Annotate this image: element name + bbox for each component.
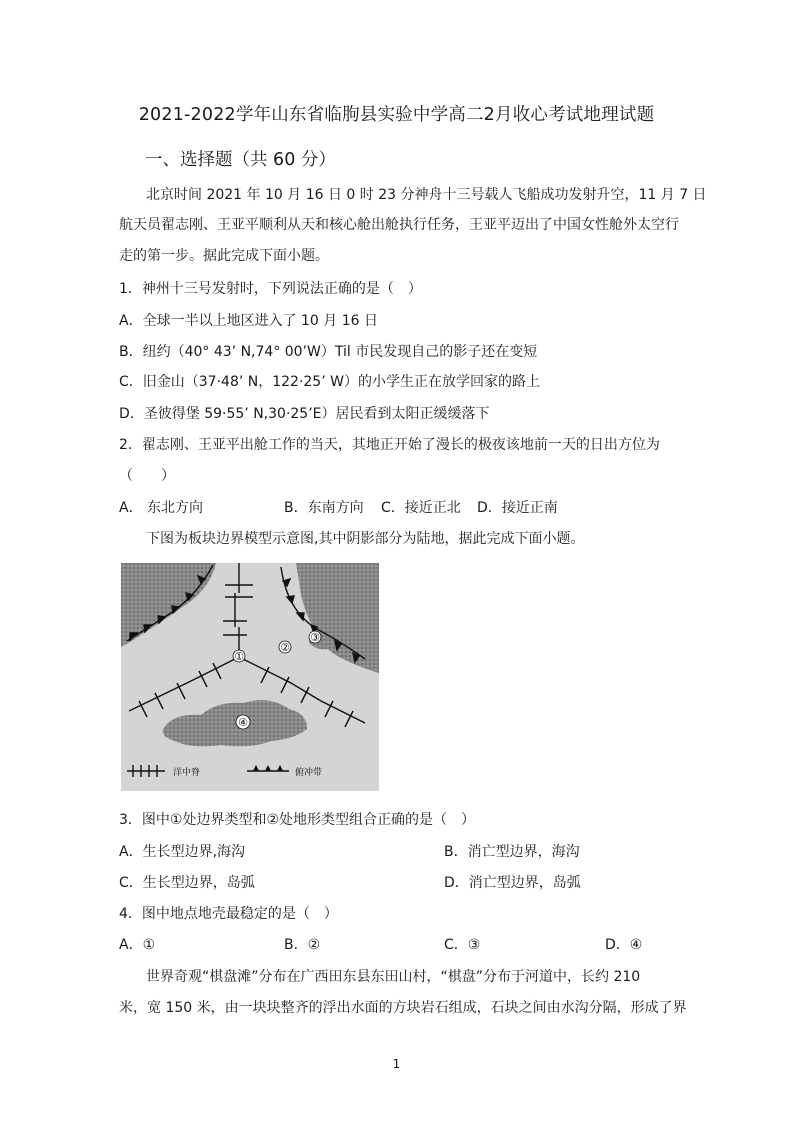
- question-1-option-c: C．旧金山（37·48’ N，122·25’ W）的小学生正在放学回家的路上: [119, 374, 540, 390]
- question-1-option-d: D．圣彼得堡 59·55’ N,30·25’E）居民看到太阳正缓缓落下: [119, 406, 490, 422]
- question-2-option-a: A． 东北方向: [119, 500, 204, 516]
- question-2-option-c: C．接近正北: [381, 500, 461, 516]
- intro-paragraph-1-line-1: 北京时间 2021 年 10 月 16 日 0 时 23 分神舟十三号载人飞船成功发射升空，11 月 7 日: [146, 187, 707, 203]
- question-3-option-b: B．消亡型边界，海沟: [444, 844, 580, 860]
- question-1-option-b: B．纽约（40° 43’ N,74° 00’W）Til 市民发现自己的影子还在变短: [119, 344, 538, 360]
- question-3-stem: 3．图中①处边界类型和②处地形类型组合正确的是（ ）: [119, 812, 476, 828]
- marker-3-label: ③: [310, 631, 320, 644]
- question-4-option-d: D．④: [605, 937, 643, 953]
- intro-paragraph-3-line-1: 世界奇观“棋盘滩”分布在广西田东县东田山村，“棋盘”分布于河道中，长约 210: [146, 969, 641, 985]
- question-4-stem: 4．图中地点地壳最稳定的是（ ）: [119, 906, 338, 922]
- question-2-option-d: D．接近正南: [477, 500, 558, 516]
- intro-paragraph-2: 下图为板块边界模型示意图,其中阴影部分为陆地，据此完成下面小题。: [146, 531, 585, 547]
- question-1-stem: 1．神州十三号发射时，下列说法正确的是（ ）: [119, 281, 422, 297]
- page-title: 2021-2022学年山东省临朐县实验中学高二2月收心考试地理试题: [138, 105, 655, 125]
- intro-paragraph-1-line-2: 航天员翟志刚、王亚平顺利从天和核心舱出舱执行任务，王亚平迈出了中国女性舱外太空行: [119, 217, 679, 233]
- plate-boundary-figure: [121, 563, 379, 791]
- intro-paragraph-3-line-2: 米，宽 150 米，由一块块整齐的浮出水面的方块岩石组成，石块之间由水沟分隔，形成了界: [119, 1000, 687, 1016]
- question-3-option-c: C．生长型边界，岛弧: [119, 875, 255, 891]
- marker-2-label: ②: [280, 641, 290, 654]
- question-2-stem-line-1: 2．翟志刚、王亚平出舱工作的当天，其地正开始了漫长的极夜该地前一天的日出方位为: [119, 437, 660, 453]
- section-heading: 一、选择题（共 60 分）: [145, 150, 336, 170]
- intro-paragraph-1-line-3: 走的第一步。据此完成下面小题。: [119, 248, 329, 264]
- page-number: 1: [392, 1057, 401, 1071]
- question-2-stem-line-2: （ ）: [119, 468, 175, 484]
- question-4-option-b: B．②: [284, 937, 321, 953]
- question-3-option-d: D．消亡型边界，岛弧: [444, 875, 581, 891]
- question-1-option-a: A．全球一半以上地区进入了 10 月 16 日: [119, 313, 379, 329]
- question-2-option-b: B．东南方向: [284, 500, 364, 516]
- question-3-option-a: A．生长型边界,海沟: [119, 844, 246, 860]
- legend-ridge-label: 洋中脊: [173, 768, 201, 778]
- marker-4-label: ④: [238, 716, 248, 729]
- question-4-option-a: A．①: [119, 937, 156, 953]
- question-4-option-c: C．③: [444, 937, 481, 953]
- marker-1-label: ①: [234, 650, 244, 663]
- legend-trench-label: 俯冲带: [295, 768, 323, 778]
